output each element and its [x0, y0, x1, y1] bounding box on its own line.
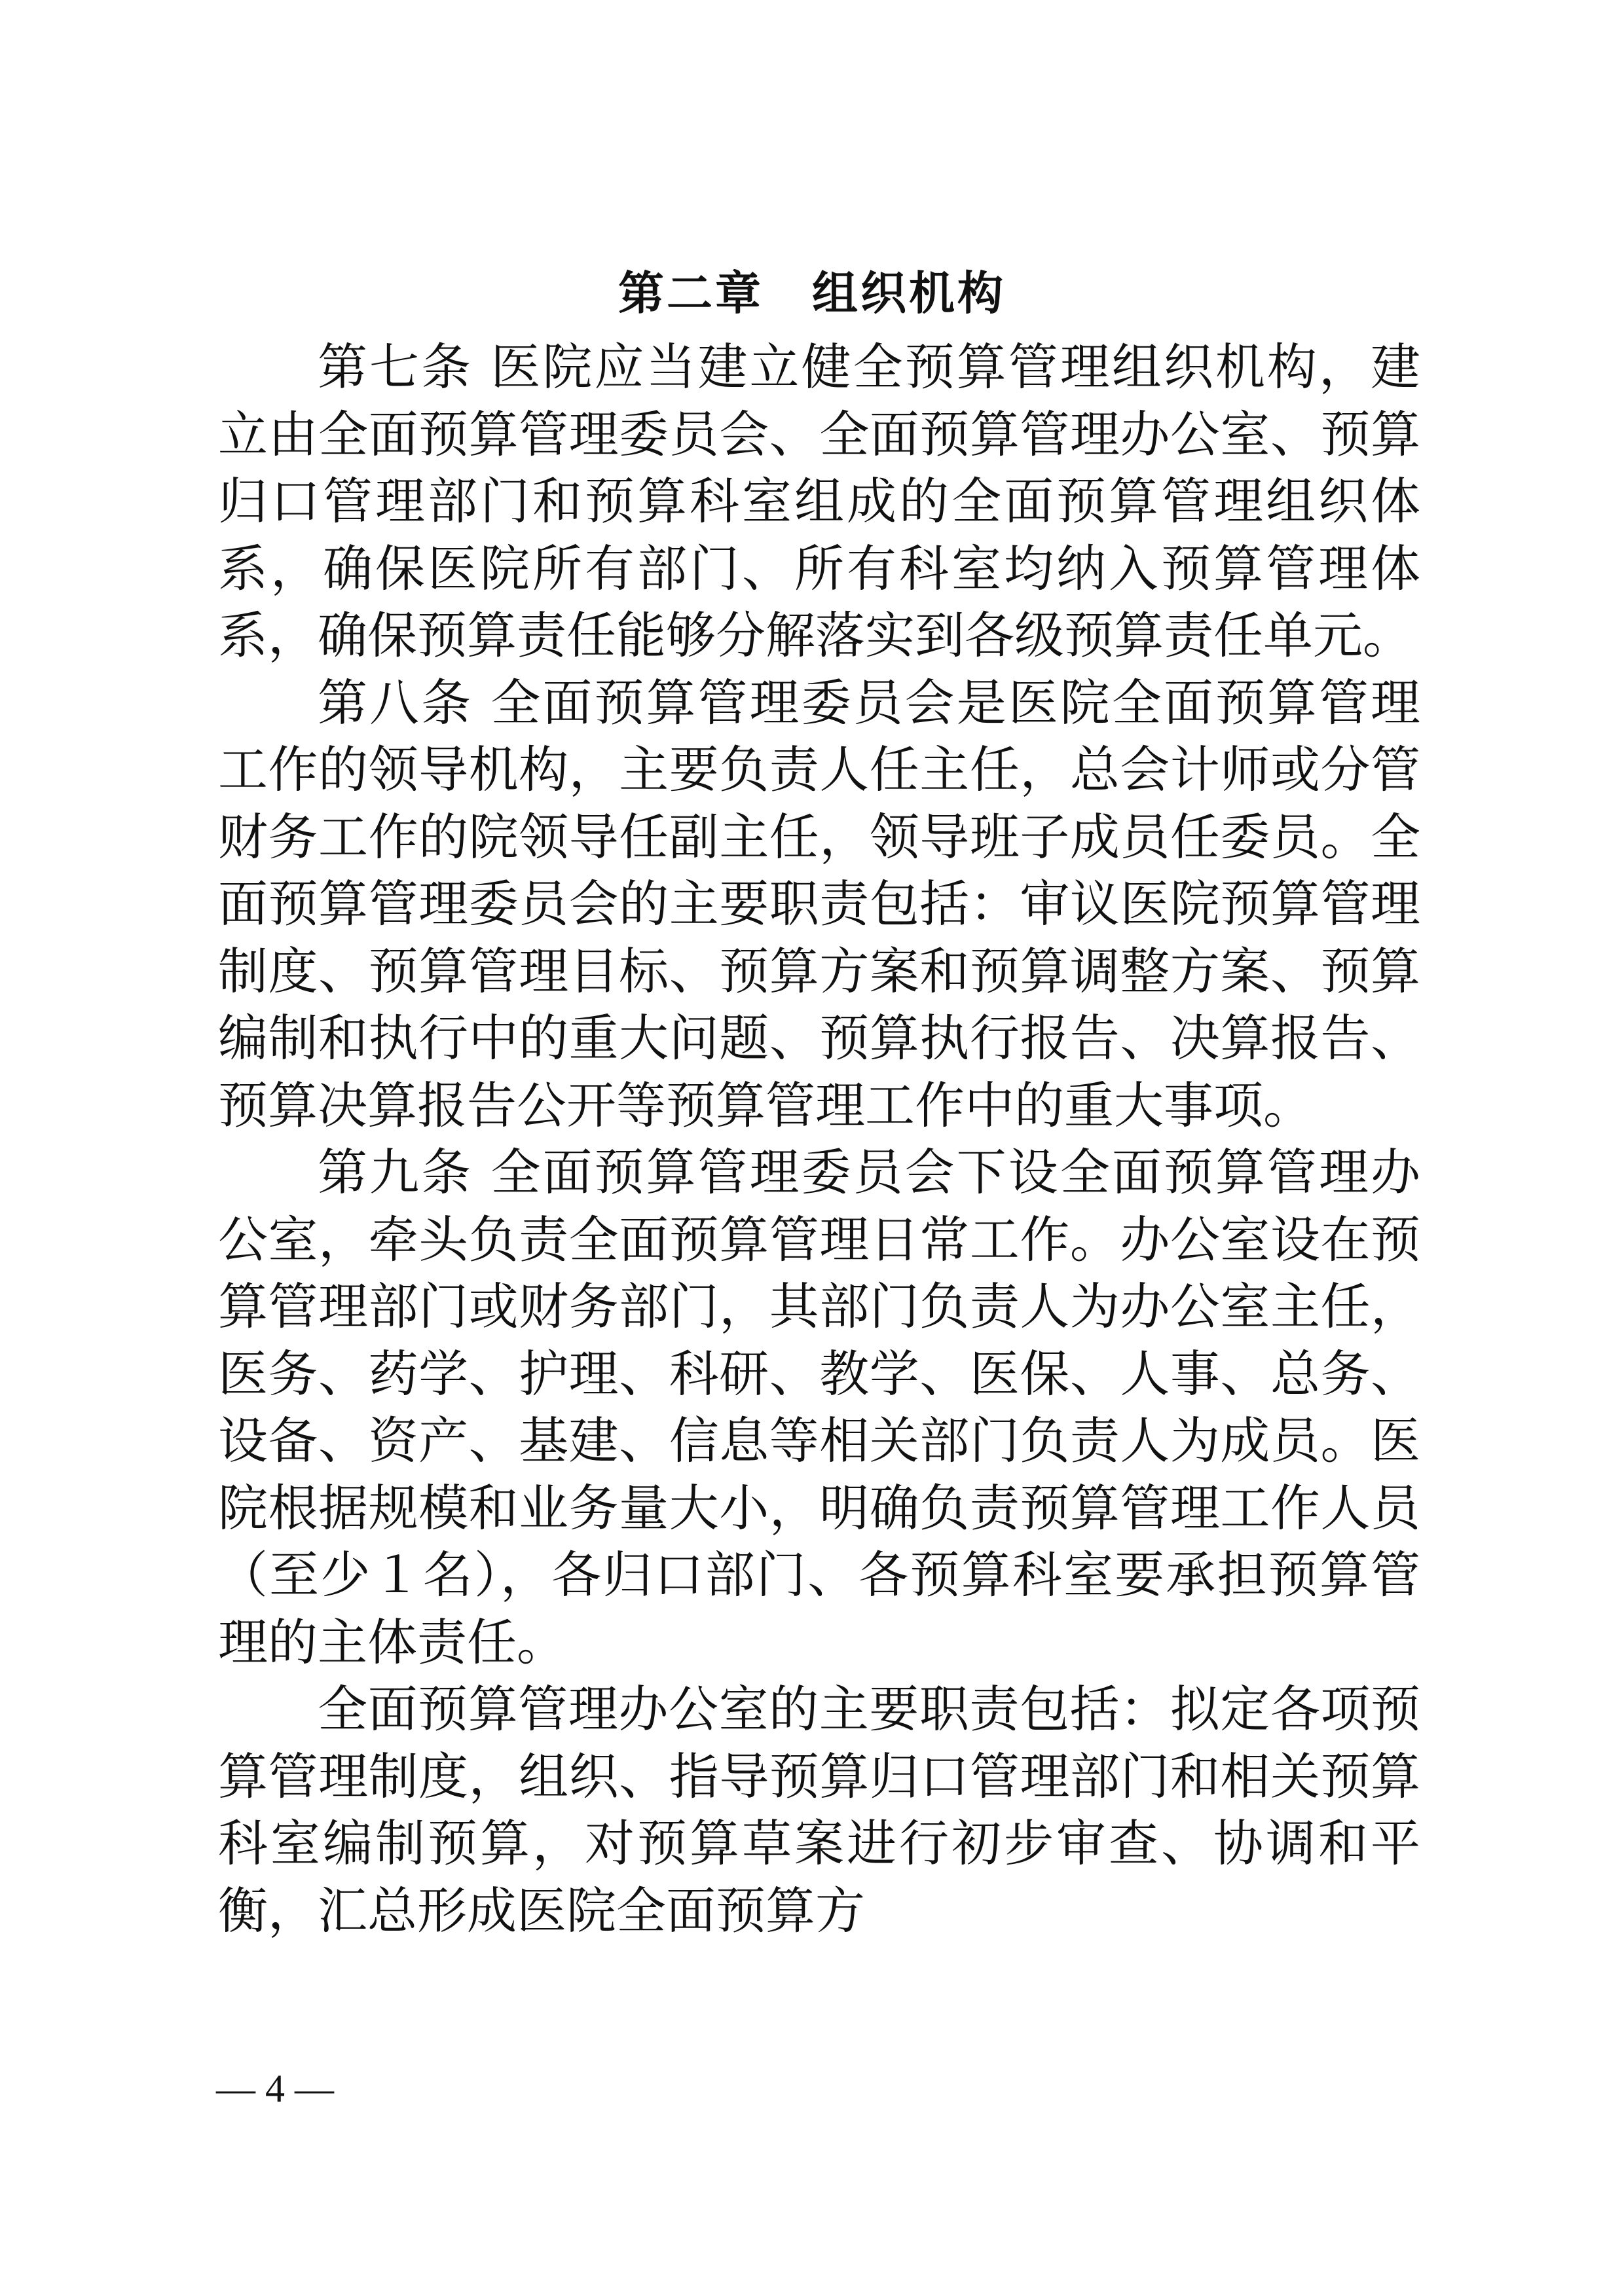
page-number: — 4 —	[216, 2067, 334, 2110]
article-7-text: 医院应当建立健全预算管理组织机构，建立由全面预算管理委员会、全面预算管理办公室、预算归口管理部门和预算科室组成的全面预算管理组织体系，确保医院所有部门、所有科室均纳入预算管理体系，确保预算责任能够分解落实到各级预算责任单元。	[218, 338, 1420, 665]
article-8-text: 全面预算管理委员会是医院全面预算管理工作的领导机构，主要负责人任主任，总会计师或分管财务工作的院领导任副主任，领导班子成员任委员。全面预算管理委员会的主要职责包括：审议医院预算管理制度、预算管理目标、预算方案和预算调整方案、预算编制和执行中的重大问题、预算执行报告、决算报告、预算决算报告公开等预算管理工作中的重大事项。	[218, 673, 1420, 1135]
chapter-title: 第二章 组织机构	[618, 266, 1006, 320]
article-7-label: 第七条	[318, 338, 473, 396]
office-duties-text: 全面预算管理办公室的主要职责包括：拟定各项预算管理制度，组织、指导预算归口管理部门和相关预算科室编制预算，对预算草案进行初步审查、协调和平衡，汇总形成医院全面预算方	[218, 1680, 1420, 1940]
article-7-paragraph	[218, 334, 1420, 670]
article-9-paragraph	[218, 1139, 1420, 1676]
article-8-label: 第八条	[318, 673, 473, 732]
body-text	[218, 334, 1420, 1944]
article-9-label: 第九条	[318, 1143, 473, 1201]
article-9-text: 全面预算管理委员会下设全面预算管理办公室，牵头负责全面预算管理日常工作。办公室设在预算管理部门或财务部门，其部门负责人为办公室主任，医务、药学、护理、科研、教学、医保、人事、总务、设备、资产、基建、信息等相关部门负责人为成员。医院根据规模和业务量大小，明确负责预算管理工作人员（至少１名），各归口部门、各预算科室要承担预算管理的主体责任。	[218, 1143, 1420, 1671]
office-duties-paragraph	[218, 1676, 1420, 1944]
article-8-paragraph	[218, 670, 1420, 1140]
